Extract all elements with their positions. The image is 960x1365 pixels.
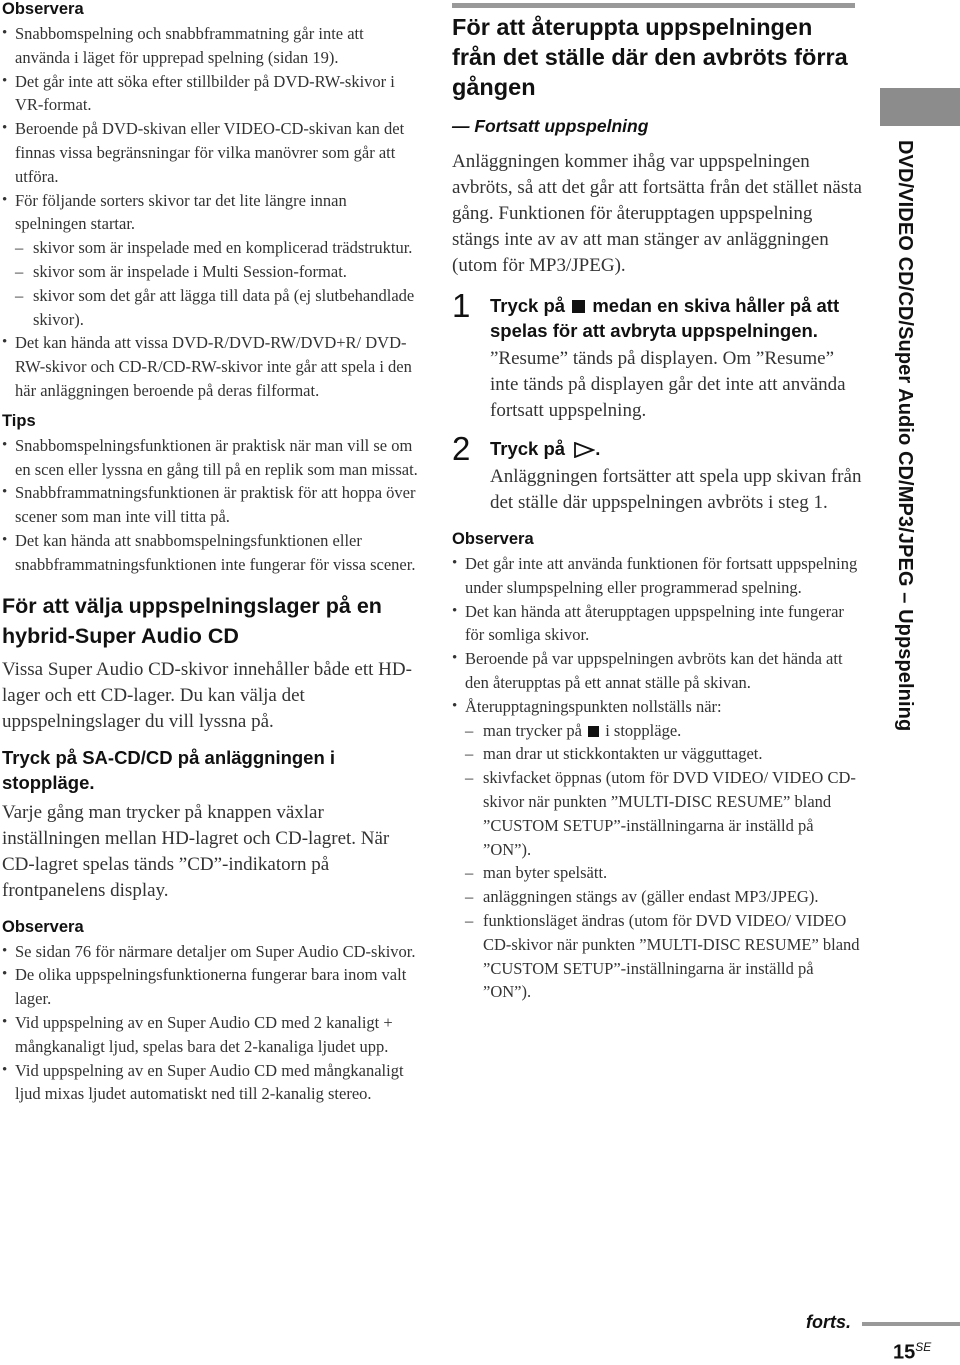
- list-item: • Beroende på DVD-skivan eller VIDEO-CD-skivan kan det finnas vissa begränsningar för vilka manövrer som går att utföra.: [2, 117, 420, 188]
- notes-heading: Observera: [2, 917, 84, 936]
- notes-list: [2, 940, 420, 1107]
- continued-label: forts.: [806, 1312, 851, 1332]
- step-title-pre: Tryck på: [490, 295, 566, 316]
- side-label: DVD/VIDEO CD/CD/Super Audio CD/MP3/JPEG – Uppspelning: [894, 140, 916, 732]
- step-title: [490, 436, 862, 461]
- list-item: • Återupptagningspunkten nollställs när:: [452, 695, 862, 719]
- step-title-post: .: [595, 438, 601, 459]
- list-item: • Det kan hända att återupptagen uppspelning inte fungerar för somliga skivor.: [452, 600, 862, 648]
- list-item: – skivor som är inspelade i Multi Session-format.: [2, 260, 420, 284]
- list-item: [452, 719, 862, 743]
- list-item: • Det går inte att använda funktionen för fortsatt uppspelning under slumpspelning eller programmerad spelning.: [452, 552, 862, 600]
- dash-list: [2, 236, 420, 331]
- list-item: • Snabbomspelningsfunktionen är praktisk när man vill se om en scen eller lyssna en gång till på en replik som man missat.: [2, 434, 420, 482]
- list-item: – skivfacket öppnas (utom för DVD VIDEO/ VIDEO CD-skivor när punkten ”MULTI-DISC RESUME” bland ”CUSTOM SETUP”-inställningarna är inställd på ”ON”).: [452, 766, 862, 861]
- step-title-post: medan en skiva håller på att spelas för att avbryta uppspelningen.: [490, 295, 840, 341]
- tips-list: [2, 434, 420, 577]
- page-number-value: 15: [893, 1341, 916, 1364]
- list-item: • Vid uppspelning av en Super Audio CD med mångkanaligt ljud mixas ljudet automatiskt ned till 2-kanalig stereo.: [2, 1059, 420, 1107]
- step-body: Anläggningen fortsätter att spela upp skivan från det ställe där uppspelningen avbröts i steg 1.: [490, 466, 862, 513]
- step-2: [452, 430, 862, 516]
- section-intro: Anläggningen kommer ihåg var uppspelningen avbröts, så att det går att fortsätta från det stället nästa gång. Funktionen för återupptagen uppspelning stängs inte av av att man stänger av anläggningen (utom för MP3/JPEG).: [452, 151, 862, 276]
- list-item: • Se sidan 76 för närmare detaljer om Super Audio CD-skivor.: [2, 940, 420, 964]
- stop-square-icon: [572, 300, 585, 313]
- step-body: Varje gång man trycker på knappen växlar inställningen mellan HD-lagret och CD-lagret. När CD-lagret spelas tänds ”CD”-indikatorn på frontpanelens display.: [2, 801, 390, 901]
- list-item: • Det kan hända att snabbomspelningsfunktionen eller snabbframmatningsfunktionen inte fungerar för vissa scener.: [2, 529, 420, 577]
- left-column: [2, 0, 420, 1106]
- step-title: Tryck på SA-CD/CD på anläggningen i stoppläge.: [2, 746, 336, 793]
- step-title-pre: Tryck på: [490, 438, 566, 459]
- section-intro: Vissa Super Audio CD-skivor innehåller både ett HD-lager och ett CD-lager. Du kan välja det uppspelningslager du vill lyssna på.: [2, 658, 412, 732]
- dash-list: [452, 719, 862, 1005]
- notes-heading: Observera: [452, 530, 534, 548]
- notes-list: [452, 552, 862, 719]
- dash-item-post: i stoppläge.: [605, 720, 682, 740]
- list-item: – man drar ut stickkontakten ur vägguttaget.: [452, 742, 862, 766]
- section-title: För att välja uppspelningslager på en hybrid-Super Audio CD: [2, 593, 382, 648]
- page-number: [893, 1340, 931, 1365]
- notes-heading: Observera: [2, 0, 84, 18]
- list-item: – skivor som det går att lägga till data på (ej slutbehandlade skivor).: [2, 284, 420, 332]
- list-item: • Det går inte att söka efter stillbilder på DVD-RW-skivor i VR-format.: [2, 70, 420, 118]
- list-item: • De olika uppspelningsfunktionerna fungerar bara inom valt lager.: [2, 963, 420, 1011]
- list-item: • Det kan hända att vissa DVD-R/DVD-RW/DVD+R/ DVD-RW-skivor och CD-R/CD-RW-skivor inte går att spela i den här anläggningen beroende på deras filformat.: [2, 331, 420, 402]
- side-tab: [880, 88, 960, 126]
- dash-item-pre: man trycker på: [483, 720, 582, 740]
- list-item: • Vid uppspelning av en Super Audio CD med 2 kanaligt + mångkanaligt ljud, spelas bara det 2-kanaliga ljudet upp.: [2, 1011, 420, 1059]
- section-title: För att återuppta uppspelningen från det ställe där den avbröts förra gången: [452, 14, 848, 100]
- list-item: • Snabbframmatningsfunktionen är praktisk för att hoppa över scener som man inte vill titta på.: [2, 481, 420, 529]
- step-number: 1: [452, 287, 471, 324]
- step-number: 2: [452, 430, 471, 467]
- notes-list: [2, 22, 420, 236]
- page-suffix: SE: [915, 1340, 932, 1354]
- list-item: • För följande sorters skivor tar det lite längre innan spelningen startar.: [2, 189, 420, 237]
- list-item: – man byter spelsätt.: [452, 861, 862, 885]
- list-item: – funktionsläget ändras (utom för DVD VIDEO/ VIDEO CD-skivor när punkten ”MULTI-DISC RESUME” bland ”CUSTOM SETUP”-inställningarna är inställd på ”ON”).: [452, 909, 862, 1004]
- continued-rule: [862, 1322, 960, 1326]
- list-item: – skivor som är inspelade med en komplicerad trädstruktur.: [2, 236, 420, 260]
- list-item: • Beroende på var uppspelningen avbröts kan det hända att den återupptas på ett annat ställe på skivan.: [452, 647, 862, 695]
- stop-square-icon: [588, 726, 599, 737]
- tips-heading: Tips: [2, 411, 36, 430]
- section-subtitle: — Fortsatt uppspelning: [452, 116, 649, 136]
- step-body: ”Resume” tänds på displayen. Om ”Resume” inte tänds på displayen går det inte att använda fortsatt uppspelning.: [490, 348, 846, 421]
- notes-list: [2, 331, 420, 402]
- list-item: – anläggningen stängs av (gäller endast MP3/JPEG).: [452, 885, 862, 909]
- play-triangle-icon: [573, 442, 595, 458]
- right-column: [452, 0, 862, 1004]
- step-1: [452, 287, 862, 424]
- step-title: [490, 293, 862, 343]
- list-item: • Snabbomspelning och snabbframmatning går inte att använda i läget för upprepad spelning (sidan 19).: [2, 22, 420, 70]
